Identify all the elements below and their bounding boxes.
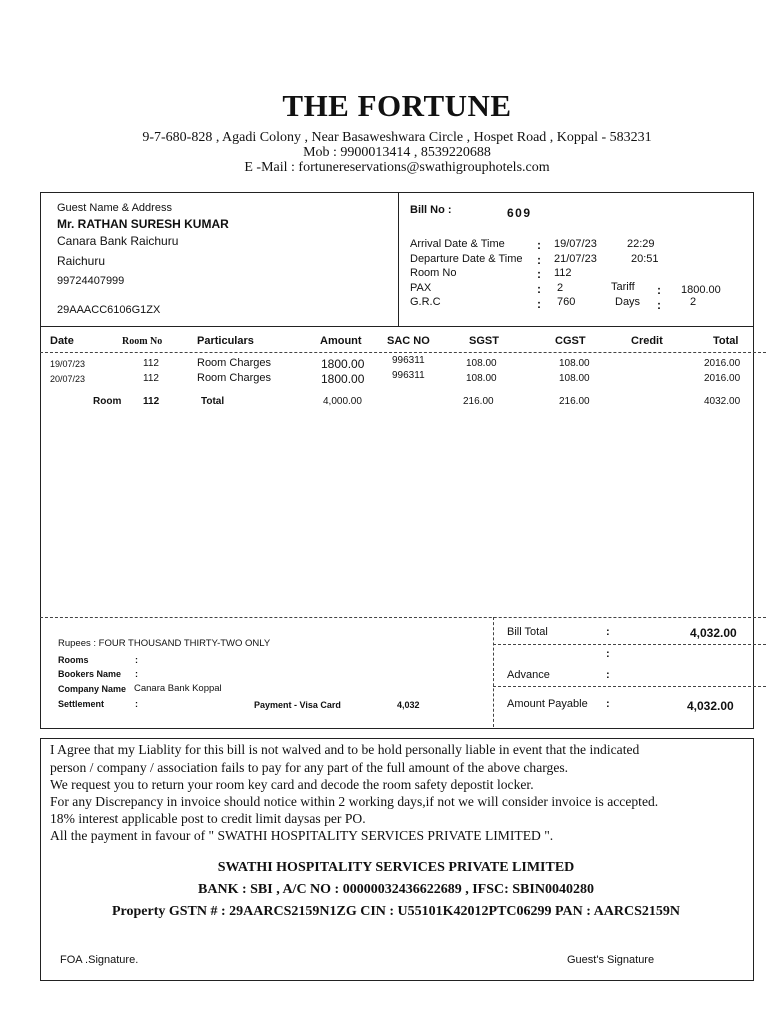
- guest-address-line2: Raichuru: [57, 254, 106, 268]
- row-sgst: 108.00: [466, 373, 497, 384]
- pax-value: 2: [557, 282, 564, 294]
- terms-line-3: We request you to return your room key card and decode the room safety depostit locker.: [50, 777, 534, 792]
- bill-total-value: 4,032.00: [690, 626, 737, 640]
- guest-gstin: 29AAACC6106G1ZX: [57, 304, 161, 316]
- row-date: 20/07/23: [50, 374, 86, 384]
- grc-colon: :: [537, 297, 541, 311]
- row-sac: 996311: [392, 370, 425, 381]
- company-label: Company Name: [58, 684, 127, 694]
- arrival-colon: :: [537, 238, 541, 252]
- col-date: Date: [50, 335, 74, 347]
- hotel-mobile: Mob : 9900013414 , 8539220688: [303, 145, 491, 160]
- col-cgst: CGST: [555, 335, 586, 347]
- row-amount: 1800.00: [321, 357, 365, 371]
- bill-total-label: Bill Total: [507, 626, 548, 638]
- summary-cgst: 216.00: [559, 396, 590, 407]
- foa-signature: FOA .Signature.: [60, 954, 139, 966]
- days-colon: :: [657, 298, 661, 312]
- room-no-value: 112: [554, 267, 572, 279]
- payment-method: Payment - Visa Card: [254, 700, 341, 710]
- col-room-no: Room No: [122, 336, 163, 347]
- departure-date: 21/07/23: [554, 253, 597, 265]
- bookers-colon: :: [135, 669, 138, 679]
- tariff-colon: :: [657, 283, 661, 297]
- hotel-address: 9-7-680-828 , Agadi Colony , Near Basaweshwara Circle , Hospet Road , Koppal - 583231: [142, 130, 652, 145]
- summary-amount: 4,000.00: [323, 396, 362, 407]
- settlement-label: Settlement: [58, 699, 105, 709]
- payment-amount: 4,032: [397, 700, 420, 710]
- row-sac: 996311: [392, 355, 425, 366]
- guest-label: Guest Name & Address: [57, 202, 172, 214]
- room-no-label: Room No: [410, 267, 457, 279]
- tariff-value: 1800.00: [681, 284, 721, 296]
- departure-label: Departure Date & Time: [410, 253, 523, 265]
- terms-line-1: I Agree that my Liablity for this bill is not walved and to be hold personally liable in event that the indicated: [50, 742, 640, 757]
- guest-name: Mr. RATHAN SURESH KUMAR: [57, 217, 229, 231]
- summary-sgst: 216.00: [463, 396, 494, 407]
- days-label: Days: [615, 296, 641, 308]
- row-cgst: 108.00: [559, 358, 590, 369]
- row-date: 19/07/23: [50, 359, 86, 369]
- col-sgst: SGST: [469, 335, 499, 347]
- advance-label: Advance: [507, 669, 550, 681]
- summary-room-label: Room: [93, 396, 122, 407]
- summary-room: 112: [143, 396, 160, 407]
- tariff-label: Tariff: [611, 281, 635, 293]
- settlement-colon: :: [135, 699, 138, 709]
- company-value: Canara Bank Koppal: [134, 683, 222, 694]
- guest-signature: Guest's Signature: [567, 954, 655, 966]
- bill-no: 609: [507, 206, 532, 220]
- row-room: 112: [143, 358, 159, 369]
- row-particulars: Room Charges: [197, 372, 271, 384]
- company-name: SWATHI HOSPITALITY SERVICES PRIVATE LIMITED: [217, 860, 575, 875]
- bookers-label: Bookers Name: [58, 669, 122, 679]
- col-amount: Amount: [320, 335, 362, 347]
- pax-colon: :: [537, 282, 541, 296]
- row-amount: 1800.00: [321, 372, 365, 386]
- col-total: Total: [713, 335, 739, 347]
- col-sac-no: SAC NO: [387, 335, 430, 347]
- rooms-colon: :: [135, 655, 138, 665]
- arrival-label: Arrival Date & Time: [410, 238, 505, 250]
- totals-divider: [493, 617, 494, 727]
- col-particulars: Particulars: [197, 335, 254, 347]
- room-no-colon: :: [537, 267, 541, 281]
- row-total: 2016.00: [704, 373, 741, 384]
- totals-row-line-1: [493, 644, 766, 645]
- departure-colon: :: [537, 253, 541, 267]
- summary-total: 4032.00: [704, 396, 741, 407]
- row-sgst: 108.00: [466, 358, 497, 369]
- departure-time: 20:51: [631, 253, 659, 265]
- guest-bill-divider: [398, 192, 399, 326]
- info-table-divider: [40, 326, 753, 327]
- arrival-time: 22:29: [627, 238, 655, 250]
- grc-value: 760: [557, 296, 576, 308]
- guest-phone: 99724407999: [57, 275, 125, 287]
- terms-line-5: 18% interest applicable post to credit limit daysas per PO.: [50, 811, 366, 826]
- footer-divider: [40, 617, 766, 618]
- row-cgst: 108.00: [559, 373, 590, 384]
- bill-total-colon: :: [606, 626, 610, 638]
- hotel-name: THE FORTUNE: [282, 88, 512, 123]
- bank-details: BANK : SBI , A/C NO : 00000032436622689 , IFSC: SBIN0040280: [198, 882, 594, 897]
- gstn-details: Property GSTN # : 29AARCS2159N1ZG CIN : U55101K42012PTC06299 PAN : AARCS2159N: [111, 904, 681, 919]
- arrival-date: 19/07/23: [554, 238, 597, 250]
- row-total: 2016.00: [704, 358, 741, 369]
- table-header-divider: [40, 352, 766, 353]
- terms-line-2: person / company / association fails to pay for any part of the full amount of the above charges.: [50, 760, 569, 775]
- summary-total-label: Total: [201, 396, 225, 407]
- rupees-in-words: Rupees : FOUR THOUSAND THIRTY-TWO ONLY: [58, 638, 271, 649]
- terms-line-6: All the payment in favour of " SWATHI HOSPITALITY SERVICES PRIVATE LIMITED ".: [50, 828, 554, 843]
- totals-row-line-2: [493, 686, 766, 687]
- guest-address-line1: Canara Bank Raichuru: [57, 234, 179, 248]
- advance-colon: :: [606, 669, 610, 681]
- grc-label: G.R.C: [410, 296, 441, 308]
- amount-payable-colon: :: [606, 698, 610, 710]
- hotel-email: E -Mail : fortunereservations@swathigrouphotels.com: [244, 160, 550, 175]
- amount-payable-label: Amount Payable: [507, 698, 588, 710]
- row-particulars: Room Charges: [197, 357, 271, 369]
- rooms-label: Rooms: [58, 655, 89, 665]
- row-room: 112: [143, 373, 159, 384]
- col-credit: Credit: [631, 335, 663, 347]
- days-value: 2: [690, 296, 697, 308]
- bill-no-label: Bill No :: [410, 204, 452, 216]
- terms-line-4: For any Discrepancy in invoice should notice within 2 working days,if not we will consider invoice is accepted.: [50, 794, 659, 809]
- pax-label: PAX: [410, 282, 432, 294]
- blank-row-colon: :: [606, 648, 610, 660]
- amount-payable-value: 4,032.00: [687, 699, 734, 713]
